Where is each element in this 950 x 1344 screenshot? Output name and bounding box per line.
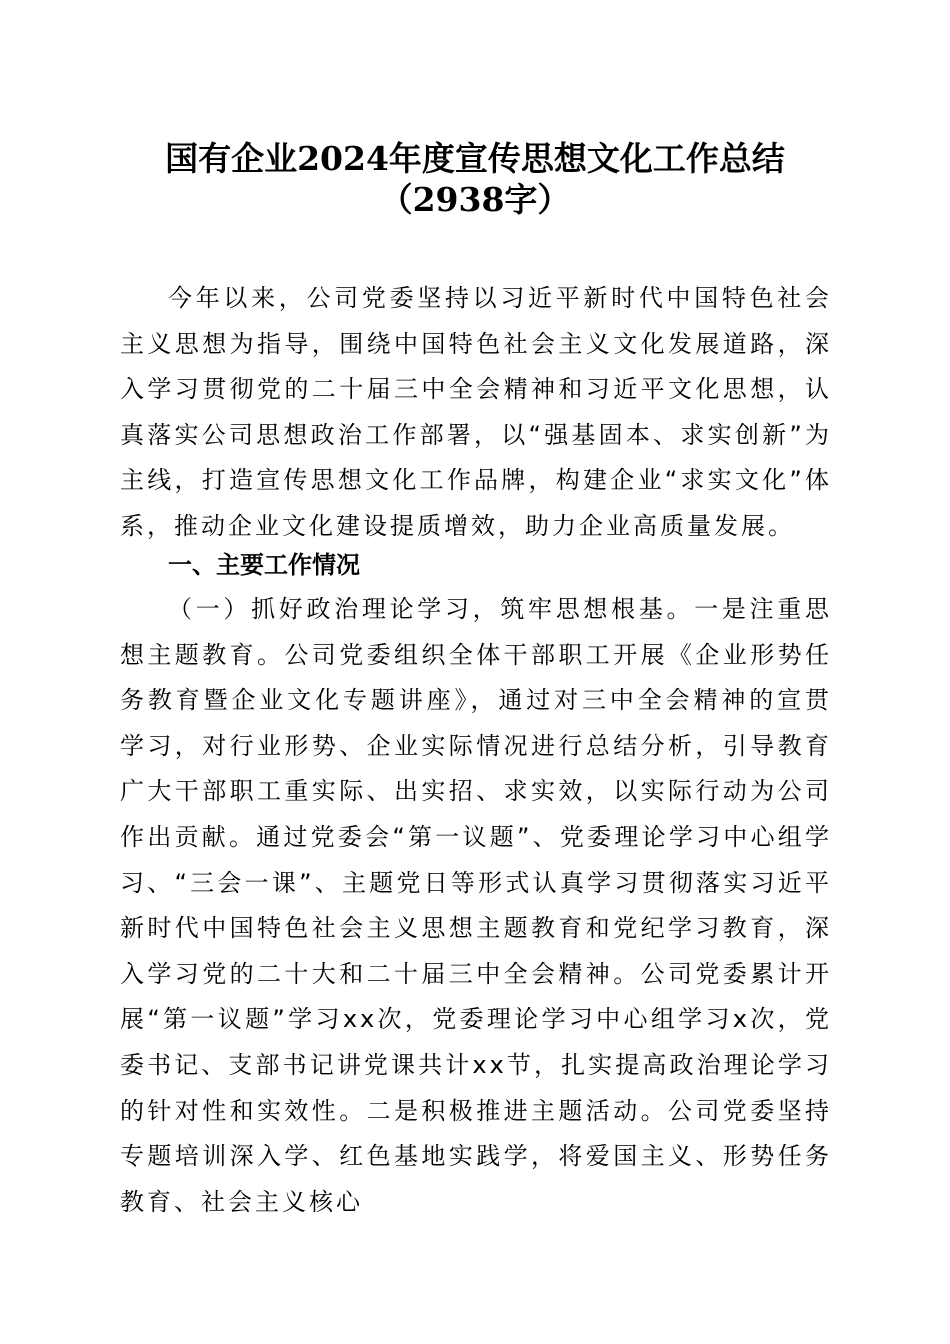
section-heading: 一、主要工作情况 [168, 551, 360, 579]
document-word-count: （2938字） [379, 180, 571, 219]
intro-paragraph: 今年以来，公司党委坚持以习近平新时代中国特色社会主义思想为指导，围绕中国特色社会主义文化发展道路，深入学习贯彻党的二十届三中全会精神和习近平文化思想，认真落实公司思想政治工作部署，以“强基固本、求实创新”为主线，打造宣传思想文化工作品牌，构建企业“求实文化”体系，推动企业文化建设提质增效，助力企业高质量发展。 [120, 284, 832, 540]
section-paragraph: （一）抓好政治理论学习，筑牢思想根基。一是注重思想主题教育。公司党委组织全体干部职工开展《企业形势任务教育暨企业文化专题讲座》，通过对三中全会精神的宣贯学习，对行业形势、企业实际情况进行总结分析，引导教育广大干部职工重实际、出实招、求实效，以实际行动为公司作出贡献。通过党委会“第一议题”、党委理论学习中心组学习、“三会一课”、主题党日等形式认真学习贯彻落实习近平新时代中国特色社会主义思想主题教育和党纪学习教育，深入学习党的二十大和二十届三中全会精神。公司党委累计开展“第一议题”学习xx次，党委理论学习中心组学习x次，党委书记、支部书记讲党课共计xx节，扎实提高政治理论学习的针对性和实效性。二是积极推进主题活动。公司党委坚持专题培训深入学、红色基地实践学，将爱国主义、形势任务教育、社会主义核心 [120, 595, 832, 1216]
document-title: 国有企业2024年度宣传思想文化工作总结 [165, 139, 785, 178]
